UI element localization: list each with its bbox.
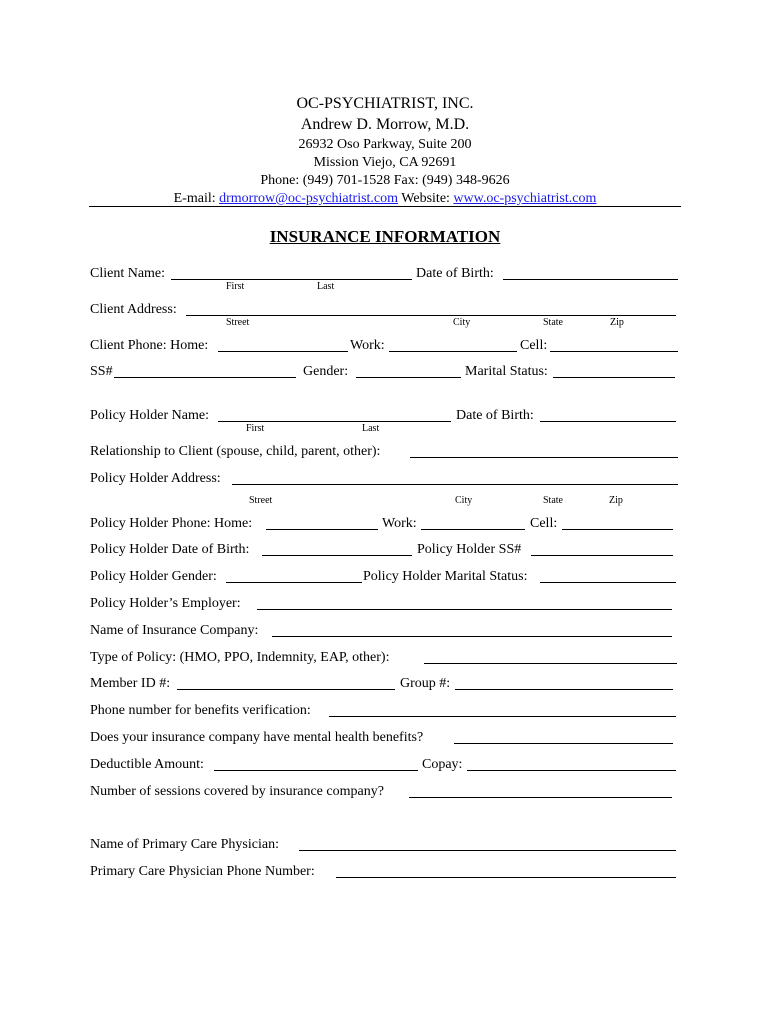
policy-holder-first-hint: First: [246, 423, 265, 434]
insurance-company-label: Name of Insurance Company:: [90, 623, 259, 638]
pcp-phone-label: Primary Care Physician Phone Number:: [90, 864, 315, 879]
employer-field[interactable]: [257, 595, 672, 610]
client-address-state-hint: State: [543, 317, 563, 328]
copay-field[interactable]: [467, 756, 676, 771]
policy-holder-gender-row: [90, 568, 682, 588]
client-address-label: Client Address:: [90, 302, 177, 317]
client-phone-work-label: Work:: [350, 338, 385, 353]
policy-holder-phone-cell-field[interactable]: [562, 515, 673, 530]
policy-holder-address-field[interactable]: [232, 470, 678, 485]
policy-holder-zip-hint: Zip: [609, 495, 623, 506]
client-phone-cell-label: Cell:: [520, 338, 548, 353]
policy-holder-address-row: [90, 470, 682, 490]
policy-holder-ss-label: Policy Holder SS#: [417, 542, 522, 557]
relationship-row: [90, 443, 682, 463]
sessions-row: [90, 783, 682, 803]
street-address: 26932 Oso Parkway, Suite 200: [298, 137, 472, 152]
copay-label: Copay:: [422, 757, 463, 772]
policy-holder-city-hint: City: [455, 495, 473, 506]
client-address-city-hint: City: [453, 317, 471, 328]
group-field[interactable]: [455, 675, 673, 690]
email-label: E-mail:: [173, 191, 216, 206]
mental-health-field[interactable]: [454, 729, 673, 744]
client-dob-label: Date of Birth:: [416, 266, 494, 281]
client-phone-home-field[interactable]: [218, 337, 348, 352]
policy-holder-name-field[interactable]: [218, 407, 451, 422]
client-phone-home-label: Client Phone: Home:: [90, 338, 209, 353]
sessions-label: Number of sessions covered by insurance company?: [90, 784, 384, 799]
policy-holder-ss-field[interactable]: [531, 541, 673, 556]
client-address-street-hint: Street: [226, 317, 250, 328]
website-link[interactable]: www.oc-psychiatrist.com: [453, 191, 597, 206]
policy-holder-dob2-label: Policy Holder Date of Birth:: [90, 542, 250, 557]
client-phone-work-field[interactable]: [389, 337, 517, 352]
deductible-field[interactable]: [214, 756, 418, 771]
policy-type-label: Type of Policy: (HMO, PPO, Indemnity, EAP, other):: [90, 650, 390, 665]
policy-holder-dob-label: Date of Birth:: [456, 408, 534, 423]
benefits-phone-row: [90, 702, 682, 722]
client-dob-field[interactable]: [503, 265, 678, 280]
client-ss-label: SS#: [90, 364, 113, 379]
client-name-label: Client Name:: [90, 266, 166, 281]
contact-line: [0, 190, 770, 207]
policy-holder-phone-cell-label: Cell:: [530, 516, 558, 531]
member-id-row: [90, 675, 682, 695]
phone-fax-line: Phone: (949) 701-1528 Fax: (949) 348-9626: [260, 173, 510, 188]
policy-holder-dob2-field[interactable]: [262, 541, 412, 556]
policy-holder-dob-ss-row: [90, 541, 682, 561]
policy-holder-address-label: Policy Holder Address:: [90, 471, 221, 486]
pcp-phone-field[interactable]: [336, 863, 676, 878]
client-ss-row: [90, 363, 682, 383]
policy-holder-phone-home-field[interactable]: [266, 515, 378, 530]
client-marital-field[interactable]: [553, 363, 675, 378]
client-phone-cell-field[interactable]: [550, 337, 678, 352]
employer-row: [90, 595, 682, 615]
client-ss-field[interactable]: [114, 363, 296, 378]
client-phone-row: [90, 337, 682, 357]
policy-type-field[interactable]: [424, 649, 677, 664]
policy-holder-phone-work-label: Work:: [382, 516, 417, 531]
benefits-phone-label: Phone number for benefits verification:: [90, 703, 311, 718]
client-name-row: [90, 265, 682, 285]
relationship-label: Relationship to Client (spouse, child, parent, other):: [90, 444, 381, 459]
mental-health-label: Does your insurance company have mental health benefits?: [90, 730, 424, 745]
client-gender-field[interactable]: [356, 363, 461, 378]
city-line: Mission Viejo, CA 92691: [313, 155, 457, 170]
client-gender-label: Gender:: [303, 364, 349, 379]
policy-holder-phone-work-field[interactable]: [421, 515, 525, 530]
pcp-name-label: Name of Primary Care Physician:: [90, 837, 279, 852]
member-id-label: Member ID #:: [90, 676, 171, 691]
sessions-field[interactable]: [409, 783, 672, 798]
insurance-company-row: [90, 622, 682, 642]
form-title: INSURANCE INFORMATION: [269, 227, 501, 246]
client-address-row: [90, 301, 682, 321]
policy-holder-name-row: [90, 407, 682, 427]
relationship-field[interactable]: [410, 443, 678, 458]
deductible-label: Deductible Amount:: [90, 757, 204, 772]
company-name: OC-PSYCHIATRIST, INC.: [296, 95, 474, 112]
policy-holder-street-hint: Street: [249, 495, 273, 506]
pcp-name-field[interactable]: [299, 836, 676, 851]
policy-holder-marital-label: Policy Holder Marital Status:: [363, 569, 528, 584]
policy-holder-phone-row: [90, 515, 682, 535]
insurance-company-field[interactable]: [272, 622, 672, 637]
policy-holder-state-hint: State: [543, 495, 563, 506]
member-id-field[interactable]: [177, 675, 395, 690]
client-name-first-hint: First: [226, 281, 245, 292]
client-name-last-hint: Last: [317, 281, 335, 292]
policy-holder-gender-label: Policy Holder Gender:: [90, 569, 217, 584]
mental-health-row: [90, 729, 682, 749]
doctor-name: Andrew D. Morrow, M.D.: [300, 116, 470, 133]
header-divider: [89, 206, 681, 207]
client-address-zip-hint: Zip: [610, 317, 624, 328]
client-marital-label: Marital Status:: [465, 364, 548, 379]
policy-holder-phone-home-label: Policy Holder Phone: Home:: [90, 516, 253, 531]
benefits-phone-field[interactable]: [329, 702, 676, 717]
website-label: Website:: [401, 191, 450, 206]
group-label: Group #:: [400, 676, 451, 691]
policy-holder-marital-field[interactable]: [540, 568, 676, 583]
policy-holder-last-hint: Last: [362, 423, 380, 434]
policy-type-row: [90, 649, 682, 669]
policy-holder-gender-field[interactable]: [226, 568, 362, 583]
policy-holder-dob-field[interactable]: [540, 407, 676, 422]
pcp-phone-row: [90, 863, 682, 883]
deductible-row: [90, 756, 682, 776]
client-address-field[interactable]: [186, 301, 676, 316]
policy-holder-name-label: Policy Holder Name:: [90, 408, 209, 423]
pcp-name-row: [90, 836, 682, 856]
email-link[interactable]: drmorrow@oc-psychiatrist.com: [219, 191, 399, 206]
client-name-field[interactable]: [171, 265, 412, 280]
employer-label: Policy Holder’s Employer:: [90, 596, 241, 611]
